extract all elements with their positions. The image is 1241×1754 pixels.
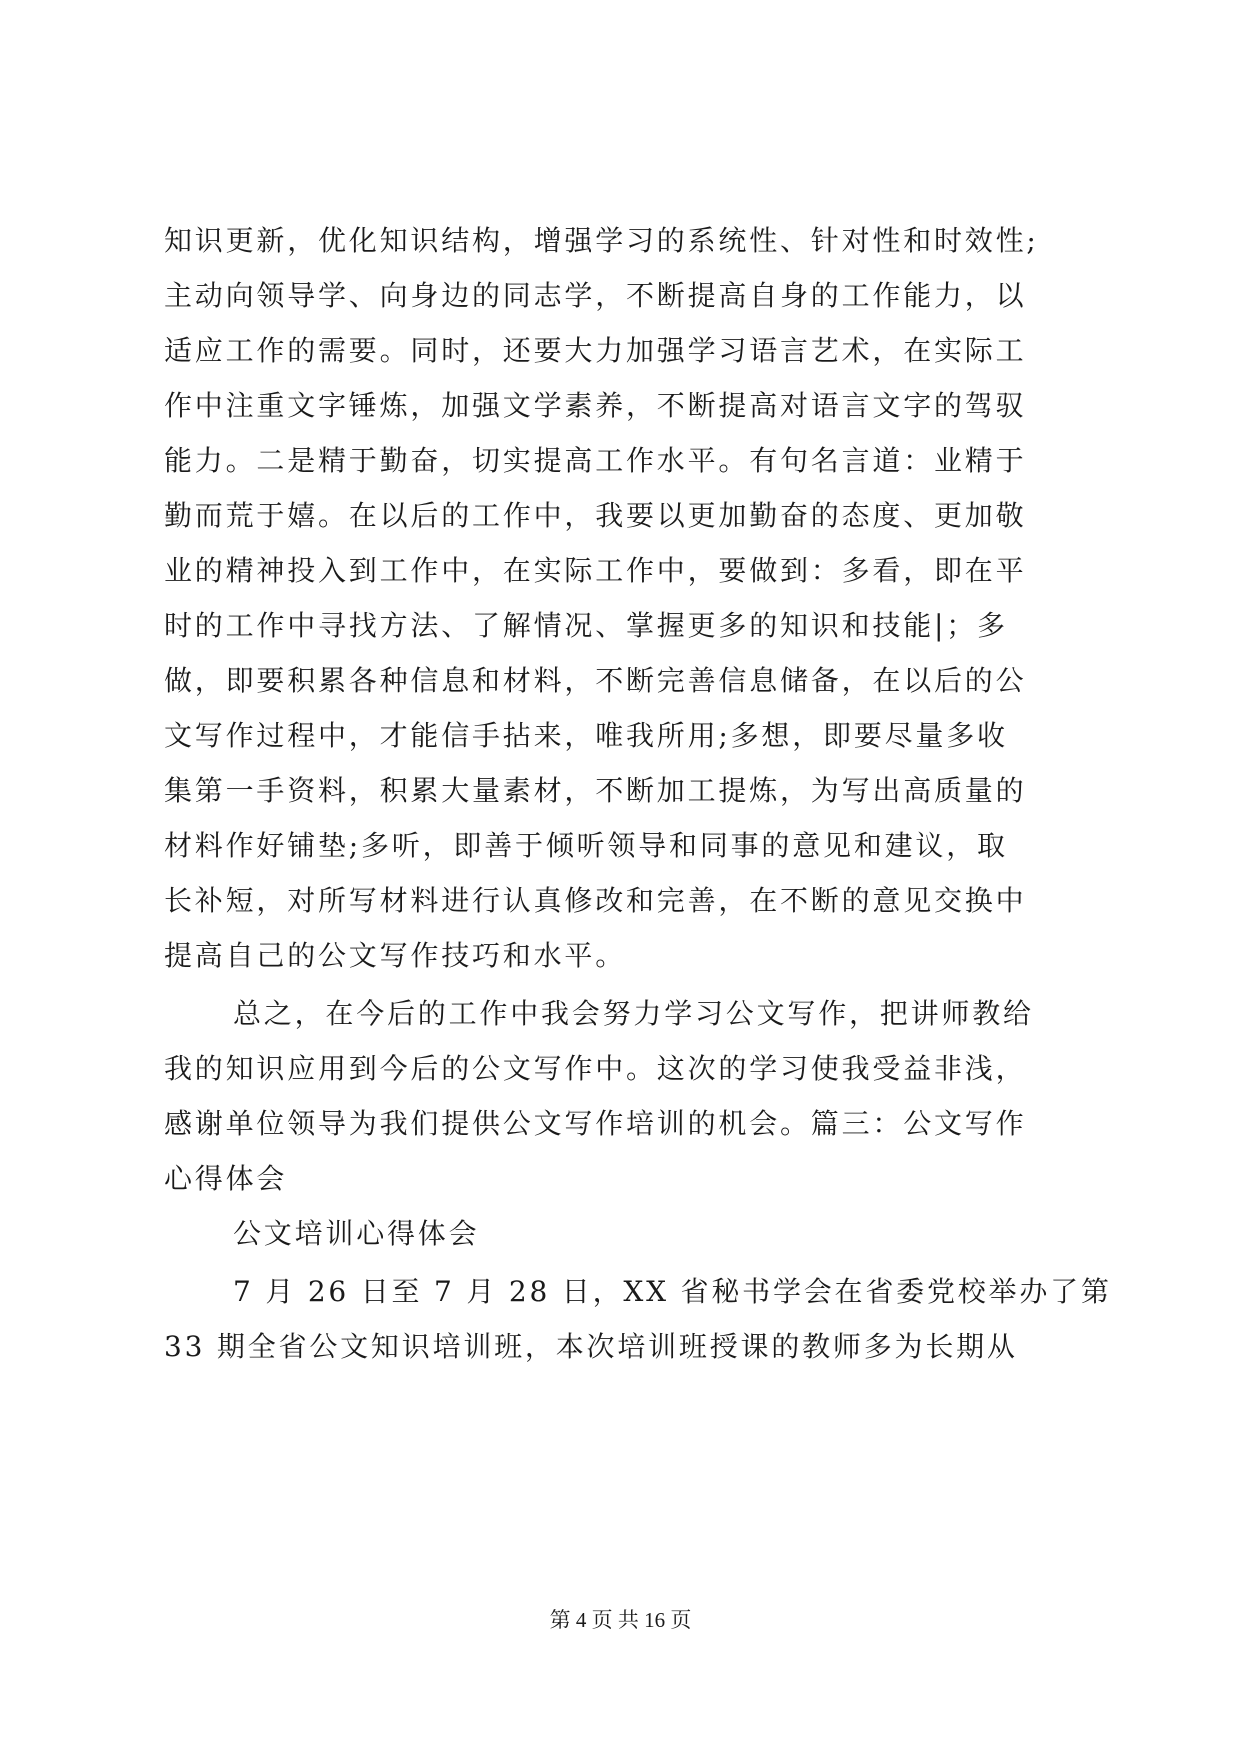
text-line-9: 做，即要积累各种信息和材料，不断完善信息储备，在以后的公	[164, 664, 1027, 697]
text-line-8: 时的工作中寻找方法、了解情况、掌握更多的知识和技能|；多	[164, 609, 1008, 642]
text-line-18: 心得体会	[164, 1162, 288, 1195]
text-line-7: 业的精神投入到工作中，在实际工作中，要做到：多看，即在平	[164, 554, 1027, 587]
text-line-10: 文写作过程中，才能信手拈来，唯我所用;多想，即要尽量多收	[164, 719, 1008, 752]
text-line-11: 集第一手资料，积累大量素材，不断加工提炼，为写出高质量的	[164, 774, 1027, 807]
text-line-20: 7 月 26 日至 7 月 28 日，XX 省秘书学会在省委党校举办了第	[233, 1275, 1112, 1308]
text-line-16: 我的知识应用到今后的公文写作中。这次的学习使我受益非浅，	[164, 1052, 1027, 1085]
text-line-19: 公文培训心得体会	[233, 1217, 480, 1250]
text-line-2: 主动向领导学、向身边的同志学，不断提高自身的工作能力，以	[164, 279, 1027, 312]
page-footer: 第 4 页 共 16 页	[549, 1608, 692, 1632]
text-line-21: 33 期全省公文知识培训班，本次培训班授课的教师多为长期从	[164, 1330, 1018, 1363]
text-line-12: 材料作好铺垫;多听，即善于倾听领导和同事的意见和建议，取	[164, 829, 1008, 862]
text-line-14: 提高自己的公文写作技巧和水平。	[164, 939, 627, 972]
text-line-6: 勤而荒于嬉。在以后的工作中，我要以更加勤奋的态度、更加敬	[164, 499, 1027, 532]
text-line-15: 总之，在今后的工作中我会努力学习公文写作，把讲师教给	[233, 997, 1034, 1030]
text-line-13: 长补短，对所写材料进行认真修改和完善，在不断的意见交换中	[164, 884, 1027, 917]
text-line-17: 感谢单位领导为我们提供公文写作培训的机会。篇三：公文写作	[164, 1107, 1027, 1140]
text-line-5: 能力。二是精于勤奋，切实提高工作水平。有句名言道：业精于	[164, 444, 1027, 477]
text-line-3: 适应工作的需要。同时，还要大力加强学习语言艺术，在实际工	[164, 334, 1027, 367]
text-line-1: 知识更新，优化知识结构，增强学习的系统性、针对性和时效性;	[164, 224, 1039, 257]
text-line-4: 作中注重文字锤炼，加强文学素养，不断提高对语言文字的驾驭	[164, 389, 1027, 422]
